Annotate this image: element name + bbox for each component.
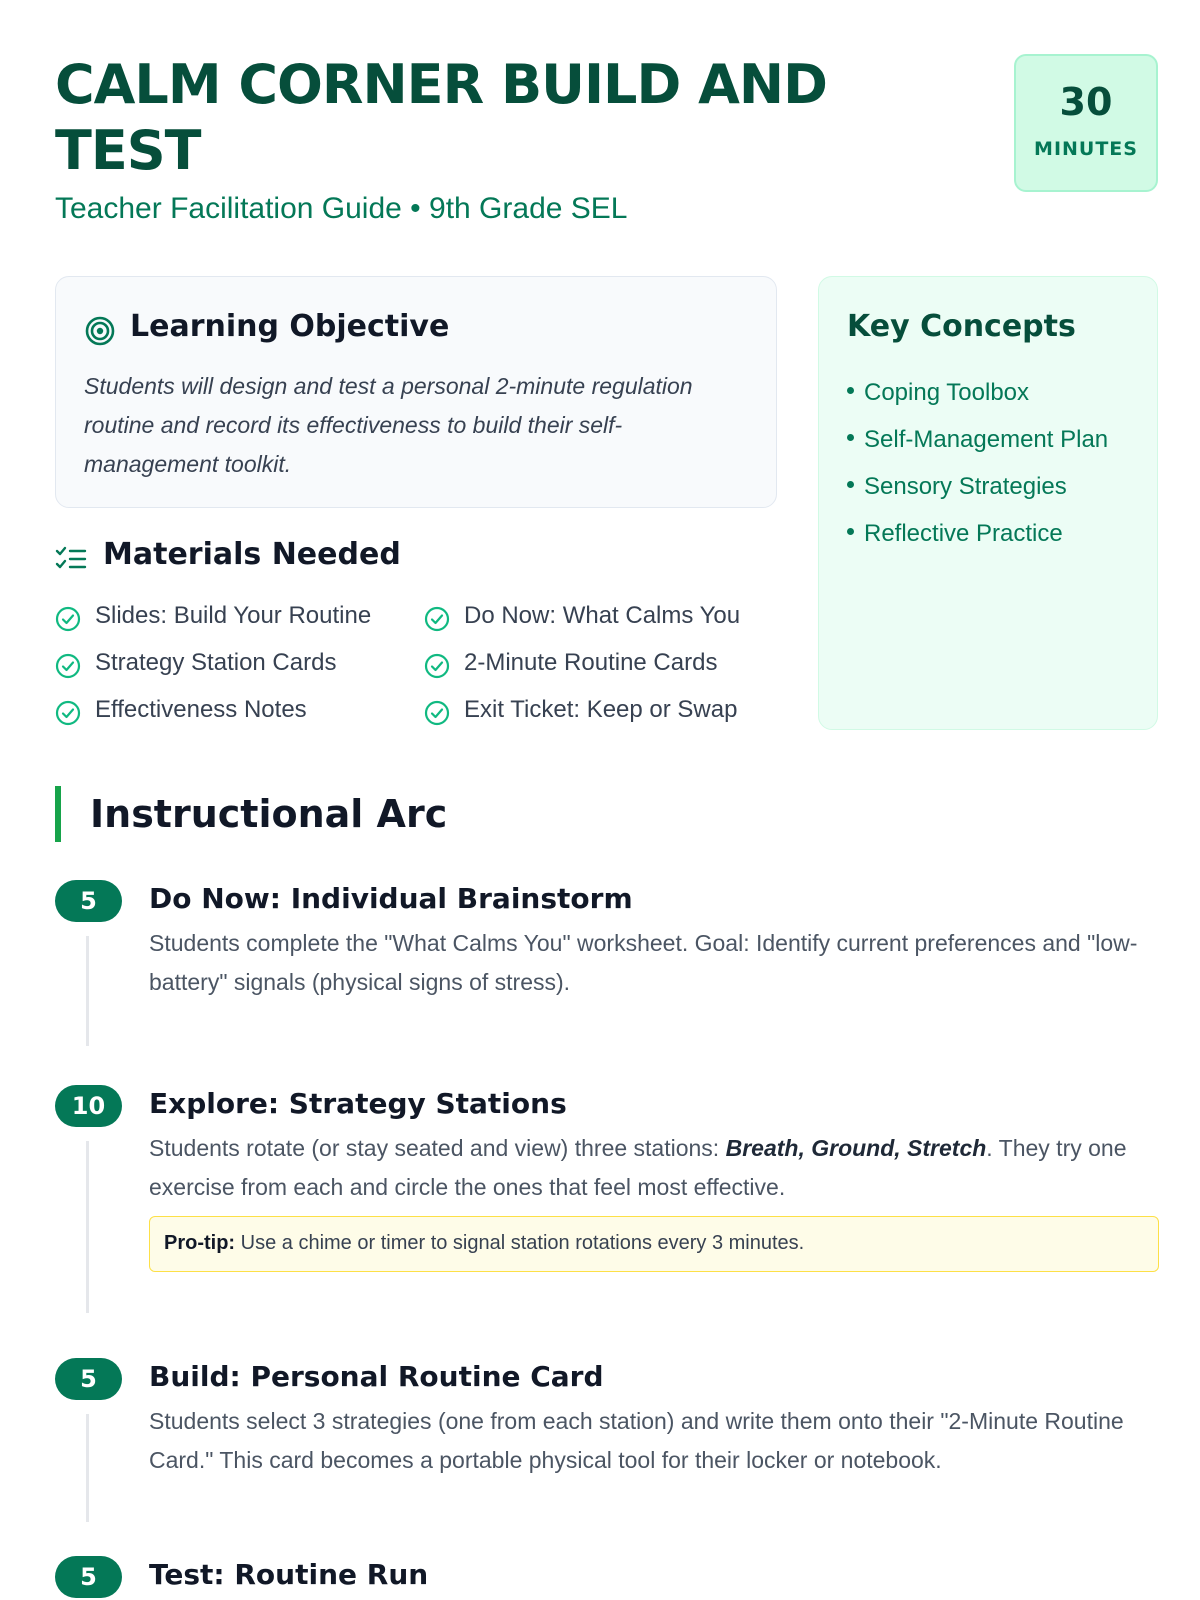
material-label: Slides: Build Your Routine [95, 602, 372, 629]
step-title: Build: Personal Routine Card [149, 1360, 604, 1393]
step-minutes-badge: 5 [55, 880, 122, 922]
step-minutes-badge: 5 [55, 1556, 122, 1598]
step-title: Do Now: Individual Brainstorm [149, 882, 633, 915]
checklist-icon [55, 545, 87, 573]
instructional-arc-heading: Instructional Arc [55, 786, 447, 842]
page-subtitle: Teacher Facilitation Guide • 9th Grade SEL [55, 192, 628, 225]
check-circle-icon [424, 653, 450, 679]
key-concept-label: Reflective Practice [864, 520, 1063, 547]
step-description: Students complete the "What Calms You" worksheet. Goal: Identify current preferences and "low-battery" signals (physical signs of stress). [149, 930, 1138, 995]
check-circle-icon [55, 700, 81, 726]
timeline-connector [86, 936, 89, 1046]
key-concept-item [847, 463, 1108, 510]
step-description: Students select 3 strategies (one from each station) and write them onto their "2-Minute Routine Card." This card becomes a portable physical tool for their locker or notebook. [149, 1408, 1124, 1473]
step-minutes-badge: 10 [55, 1085, 122, 1127]
bullet-icon [847, 481, 854, 488]
pro-tip-label: Pro-tip: [164, 1232, 236, 1254]
check-circle-icon [55, 653, 81, 679]
key-concept-label: Coping Toolbox [864, 379, 1030, 406]
step-description [149, 1129, 1159, 1207]
bullet-icon [847, 387, 854, 394]
material-label: Strategy Station Cards [95, 649, 337, 676]
learning-objective-card [55, 276, 777, 508]
page-title: CALM CORNER BUILD AND TEST [55, 53, 827, 182]
material-label: 2-Minute Routine Cards [464, 649, 718, 676]
material-label: Do Now: What Calms You [464, 602, 741, 629]
step-minutes-badge: 5 [55, 1358, 122, 1400]
duration-badge [1014, 54, 1158, 192]
timeline-connector [86, 1141, 89, 1313]
step-title: Explore: Strategy Stations [149, 1087, 567, 1120]
materials-header [55, 537, 655, 577]
check-circle-icon [424, 606, 450, 632]
arc-step [55, 1556, 1160, 1600]
bullet-icon [847, 528, 854, 535]
step-title: Test: Routine Run [149, 1558, 429, 1591]
key-concept-label: Self-Management Plan [864, 426, 1109, 453]
key-concept-item [847, 416, 1108, 463]
arc-step [55, 1358, 1160, 1518]
page-header [55, 52, 1155, 232]
arc-step [55, 880, 1160, 1040]
key-concept-label: Sensory Strategies [864, 473, 1067, 500]
bullet-icon [847, 434, 854, 441]
duration-value: 30 [1059, 80, 1113, 124]
description-text: Students rotate (or stay seated and view) three stations: [149, 1135, 726, 1161]
duration-unit: MINUTES [1034, 138, 1138, 160]
pro-tip-text: Use a chime or timer to signal station rotations every 3 minutes. [235, 1232, 805, 1254]
key-concept-item [847, 369, 1108, 416]
arc-step [55, 1085, 1160, 1315]
material-label: Effectiveness Notes [95, 696, 307, 723]
material-label: Exit Ticket: Keep or Swap [464, 696, 738, 723]
target-icon [84, 315, 116, 347]
learning-objective-heading: Learning Objective [130, 309, 450, 344]
materials-heading: Materials Needed [103, 537, 401, 572]
key-concept-item [847, 510, 1108, 557]
timeline-connector [86, 1414, 89, 1522]
key-concepts-list [847, 369, 1108, 557]
pro-tip-callout [149, 1216, 1159, 1272]
check-circle-icon [55, 606, 81, 632]
description-text: . They try one exercise from each and circle the ones that feel most effective. [149, 1135, 1127, 1200]
check-circle-icon [424, 700, 450, 726]
learning-objective-text: Students will design and test a personal 2-minute regulation routine and record its effectiveness to build their self-management toolkit. [84, 373, 693, 477]
key-concepts-heading: Key Concepts [847, 309, 1076, 344]
station-names: Breath, Ground, Stretch [725, 1135, 987, 1161]
key-concepts-card [818, 276, 1158, 730]
